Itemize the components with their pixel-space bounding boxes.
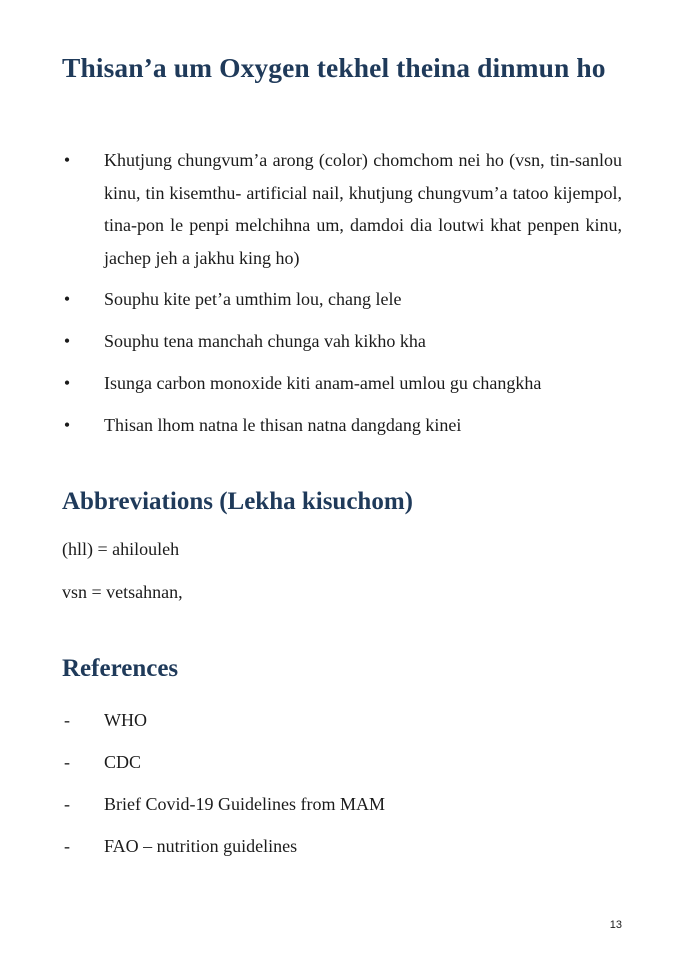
reference-item <box>62 830 622 862</box>
reference-text: FAO – nutrition guidelines <box>104 836 298 856</box>
abbreviation-item: vsn = vetsahnan, <box>62 582 183 602</box>
reference-text: CDC <box>104 752 142 772</box>
list-item <box>62 283 622 316</box>
dash-marker: - <box>64 710 70 730</box>
list-item <box>62 325 622 358</box>
list-item-text: Thisan lhom natna le thisan natna dangdang kinei <box>104 415 462 435</box>
dash-marker: - <box>64 794 70 814</box>
reference-item <box>62 746 622 778</box>
reference-text: Brief Covid-19 Guidelines from MAM <box>104 794 385 814</box>
list-item-text: Isunga carbon monoxide kiti anam-amel umlou gu changkha <box>104 373 542 393</box>
list-item-text: Khutjung chungvum’a arong (color) chomchom nei ho (vsn, tin-sanlou kinu, tin kisemthu- artificial nail, khutjung chungvum’a tatoo kijempol, tina-pon le penpi melchihna um, damdoi dia loutwi khat penpen kinu, jachep jeh a jakhu king ho) <box>104 150 622 268</box>
bullet-marker: • <box>63 415 71 435</box>
bullet-list <box>62 144 622 451</box>
reference-text: WHO <box>104 710 147 730</box>
page-number: 13 <box>609 919 622 931</box>
reference-item <box>62 788 622 820</box>
list-item-text: Souphu tena manchah chunga vah kikho kha <box>104 331 426 351</box>
bullet-marker: • <box>63 331 71 351</box>
abbreviations-heading: Abbreviations (Lekha kisuchom) <box>62 488 413 515</box>
list-item-text: Souphu kite pet’a umthim lou, chang lele <box>104 289 402 309</box>
bullet-marker: • <box>63 289 71 309</box>
list-item <box>62 409 622 442</box>
bullet-marker: • <box>63 373 71 393</box>
bullet-marker: • <box>63 150 71 170</box>
list-item <box>62 367 622 400</box>
references-heading: References <box>62 655 179 682</box>
list-item <box>62 144 622 274</box>
dash-marker: - <box>64 836 70 856</box>
page-title: Thisan’a um Oxygen tekhel theina dinmun ho <box>62 52 606 83</box>
abbreviation-item: (hll) = ahilouleh <box>62 539 180 559</box>
reference-item <box>62 704 622 736</box>
references-list <box>62 704 622 872</box>
dash-marker: - <box>64 752 70 772</box>
